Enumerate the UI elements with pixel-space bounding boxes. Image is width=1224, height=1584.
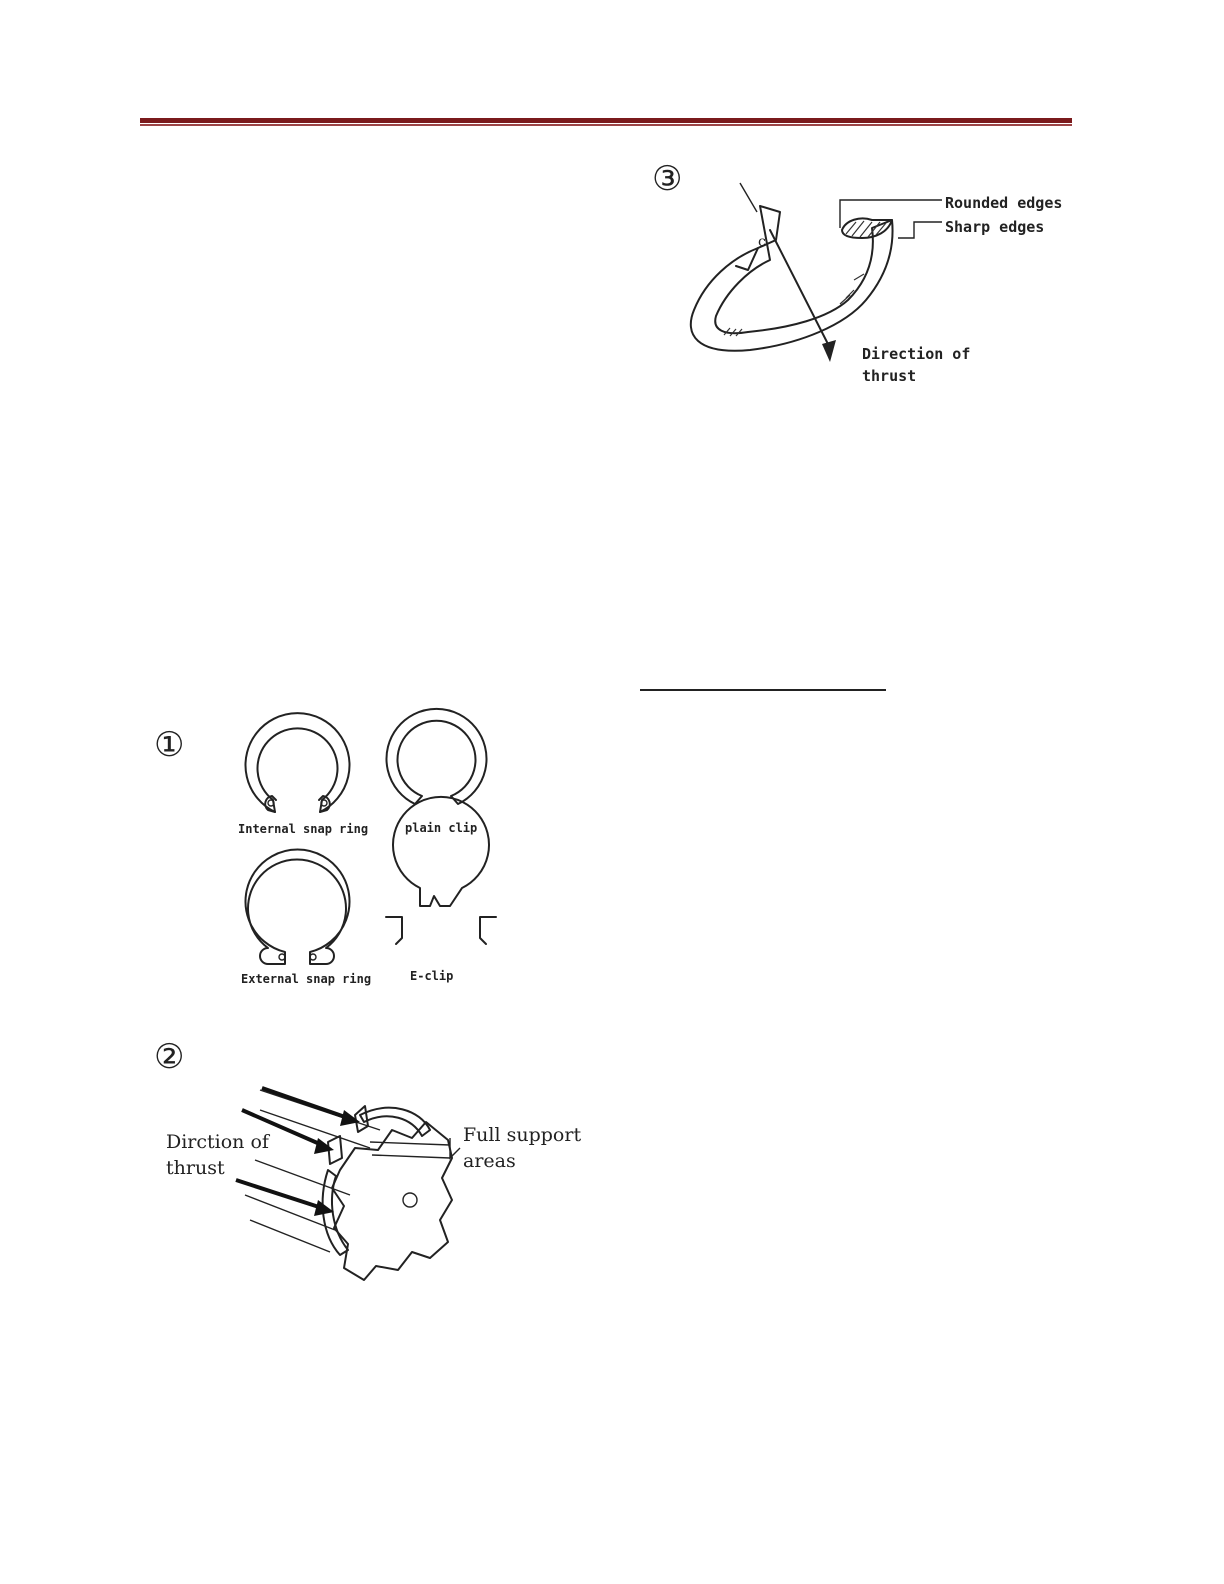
external-snap-ring-drawing xyxy=(246,850,350,964)
internal-snap-ring-label: Internal snap ring xyxy=(238,822,369,836)
e-clip-label: E-clip xyxy=(410,969,454,983)
snap-ring-outline xyxy=(691,206,893,351)
full-support-label-line2: areas xyxy=(463,1150,516,1172)
figure-3-number: ③ xyxy=(652,159,683,199)
thrust-arrow-head xyxy=(822,340,836,362)
e-clip-drawing xyxy=(386,797,496,944)
figure-2-thrust-line1: Dirction of xyxy=(166,1131,269,1153)
sharp-edges-leader xyxy=(898,222,942,238)
figure-3 xyxy=(640,150,1080,410)
figure-2-number: ② xyxy=(154,1037,185,1077)
plain-clip-label: plain clip xyxy=(405,821,478,835)
rounded-edges-label: Rounded edges xyxy=(945,194,1063,212)
figure-2-thrust-line2: thrust xyxy=(166,1157,225,1179)
blank-underline xyxy=(640,689,886,691)
thrust-label-line1: Direction of xyxy=(862,345,971,363)
leader-line xyxy=(740,183,757,212)
figure-2 xyxy=(150,1030,582,1310)
figure-1-drawing xyxy=(150,712,530,1002)
sharp-edges-label: Sharp edges xyxy=(945,218,1045,236)
ring-ear-edge xyxy=(736,248,758,270)
internal-snap-ring-drawing xyxy=(246,713,350,812)
thrust-arrow-shaft xyxy=(770,230,830,348)
header-rule-thick xyxy=(140,118,1072,123)
external-snap-ring-label: External snap ring xyxy=(241,972,372,986)
figure-2-drawing xyxy=(150,1030,582,1310)
full-support-label-line1: Full support xyxy=(463,1124,582,1146)
ring-mark: c xyxy=(758,234,766,250)
thrust-label-line2: thrust xyxy=(862,367,917,385)
header-rule-thin xyxy=(140,124,1072,126)
figure-1-number: ① xyxy=(154,725,185,765)
plain-clip-drawing xyxy=(387,709,487,804)
figure-3-drawing xyxy=(640,150,1080,410)
header-rule xyxy=(140,118,1072,126)
figure-1 xyxy=(150,712,530,1002)
